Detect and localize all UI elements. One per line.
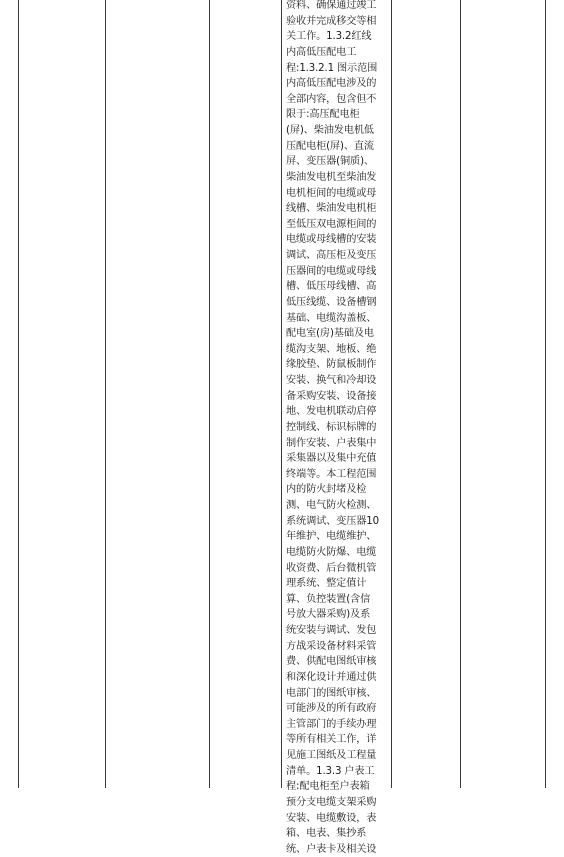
- scope-description-cell: 资料、确保通过竣工 验收并完成移交等相 关工作。1.3.2红线 内高低压配电工 程:1.3.2.1 图示范围 内高低压配电涉及的 全部内容，包含但不 限于:高压配电柜 (屏)、柴油发电机低 压配电柜(屏)、直流 屏、变压器(铜质)、 柴油发电机至柴油发 电机柜间的电缆或母 线槽、柴油发电机柜 至低压双电源柜间的 电缆或母线槽的安装 调试、高压柜及变压 压器间的电缆或母线 槽、低压母线槽、高 低压线缆、设备槽钢 基础、电缆沟盖板、 配电室(房)基础及电 缆沟支架、地板、绝 缘胶垫、防鼠板制作 安装、换气和冷却设 备采购安装、设备接 地、发电机联动启停 控制线、标识标牌的 制作安装、户表集中 采集器以及集中充值 终端等。本工程范围 内的防火封堵及检 测、电气防火检测、 系统调试、变压器10 年维护、电缆维护、 电缆防火防爆、电缆 收资费、后台微机管 理系统、整定值计 算、负控装置(含信 号放大器采购)及系 统安装与调试、发包 方战采设备材料采管 费、供配电图纸审核 和深化设计并通过供 电部门的图纸审核、 可能涉及的所有政府 主管部门的手续办理 等所有相关工作，详 见施工图纸及工程量 清单。1.3.3 户表工 程:配电柜至户表箱 预分支电缆支架采购 安装、电缆敷设，表 箱、电表、集抄系 统、户表卡及相关设: [286, 0, 379, 855]
- table-column-divider: [281, 0, 282, 788]
- table-border-right: [545, 0, 546, 788]
- table-column-divider: [391, 0, 392, 788]
- table-column-divider: [209, 0, 210, 788]
- table-column-divider: [105, 0, 106, 788]
- table-column-divider: [460, 0, 461, 788]
- table-border-left: [18, 0, 19, 788]
